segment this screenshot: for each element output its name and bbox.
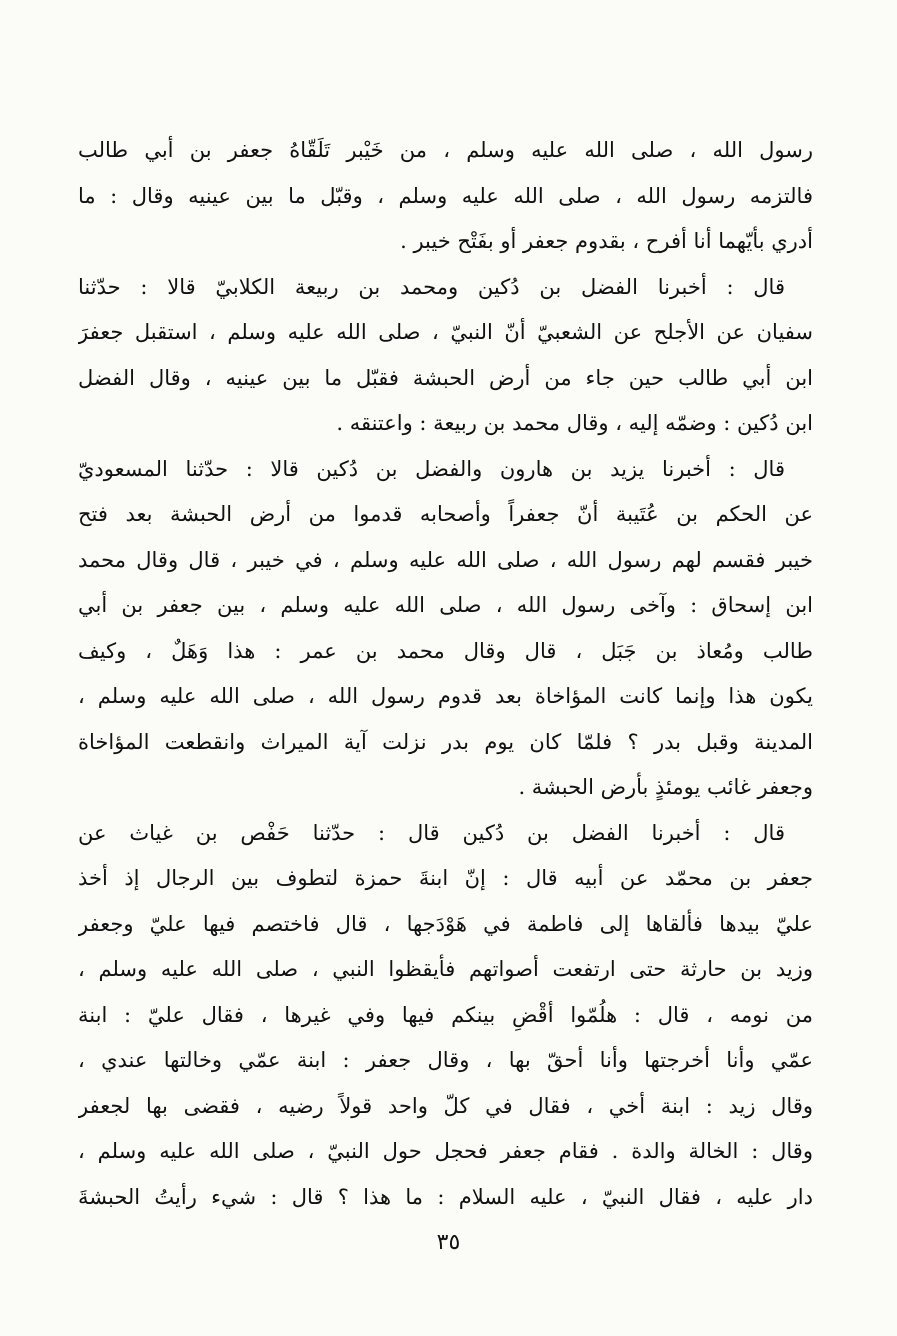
text-line: عليّ بيدها فألقاها إلى فاطمة في هَوْدَجها ، قال فاختصم فيها عليّ وجعفر xyxy=(78,911,813,936)
page-number: ٣٥ xyxy=(436,1230,461,1255)
text-line: خيبر فقسم لهم رسول الله ، صلى الله عليه وسلم ، في خيبر ، قال وقال محمد xyxy=(78,547,813,572)
text-line: طالب ومُعاذ بن جَبَل ، قال وقال محمد بن عمر : هذا وَهَلٌ ، وكيف xyxy=(78,638,813,663)
text-line: يكون هذا وإنما كانت المؤاخاة بعد قدوم رسول الله ، صلى الله عليه وسلم ، xyxy=(78,684,813,708)
text-line: وجعفر غائب يومئذٍ بأرض الحبشة . xyxy=(518,775,813,799)
text-line: عمّي وأنا أخرجتها وأنا أحقّ بها ، وقال جعفر : ابنة عمّي وخالتها عندي ، xyxy=(78,1048,813,1072)
text-line: فالتزمه رسول الله ، صلى الله عليه وسلم ، وقبّل ما بين عينيه وقال : ما xyxy=(78,183,813,208)
text-line: المدينة وقبل بدر ؟ فلمّا كان يوم بدر نزلت آية الميراث وانقطعت المؤاخاة xyxy=(78,729,813,754)
text-line: جعفر بن محمّد عن أبيه قال : إنّ ابنةَ حمزة لتطوف بين الرجال إذ أخذ xyxy=(78,866,813,890)
text-line: قال : أخبرنا الفضل بن دُكين قال : حدّثنا حَفْص بن غياث عن xyxy=(78,820,785,845)
text-line: أدري بأيّهما أنا أفرح ، بقدوم جعفر أو بفَتْح خيبر . xyxy=(400,229,813,253)
text-line: ابن أبي طالب حين جاء من أرض الحبشة فقبّل ما بين عينيه ، وقال الفضل xyxy=(78,365,813,390)
text-line: دار عليه ، فقال النبيّ ، عليه السلام : ما هذا ؟ قال : شيء رأيتُ الحبشةَ xyxy=(78,1184,813,1209)
text-line: قال : أخبرنا الفضل بن دُكين ومحمد بن ربيعة الكلابيّ قالا : حدّثنا xyxy=(78,274,785,299)
text-line: وقال زيد : ابنة أخي ، فقال في كلّ واحد قولاً رضيه ، فقضى بها لجعفر xyxy=(78,1093,813,1118)
text-line: من نومه ، قال : هلُمّوا أقْضِ بينكم فيها وفي غيرها ، فقال عليّ : ابنة xyxy=(78,1002,813,1027)
text-line: وقال : الخالة والدة . فقام جعفر فحجل حول النبيّ ، صلى الله عليه وسلم ، xyxy=(78,1139,813,1163)
text-line: ابن إسحاق : وآخى رسول الله ، صلى الله عليه وسلم ، بين جعفر بن أبي xyxy=(78,593,813,617)
text-line: وزيد بن حارثة حتى ارتفعت أصواتهم فأيقظوا النبي ، صلى الله عليه وسلم ، xyxy=(78,957,813,981)
page-text xyxy=(78,128,813,1220)
text-line: قال : أخبرنا يزيد بن هارون والفضل بن دُكين قالا : حدّثنا المسعوديّ xyxy=(78,456,785,481)
text-line: رسول الله ، صلى الله عليه وسلم ، من خَيْبر تَلَقّاهُ جعفر بن أبي طالب xyxy=(78,138,813,162)
text-line: سفيان عن الأجلح عن الشعبيّ أنّ النبيّ ، صلى الله عليه وسلم ، استقبل جعفرَ xyxy=(78,320,813,344)
text-line: عن الحكم بن عُتَيبة أنّ جعفراً وأصحابه قدموا من أرض الحبشة بعد فتح xyxy=(78,502,813,526)
text-line: ابن دُكين : وضمّه إليه ، وقال محمد بن ربيعة : واعتنقه . xyxy=(336,411,813,435)
